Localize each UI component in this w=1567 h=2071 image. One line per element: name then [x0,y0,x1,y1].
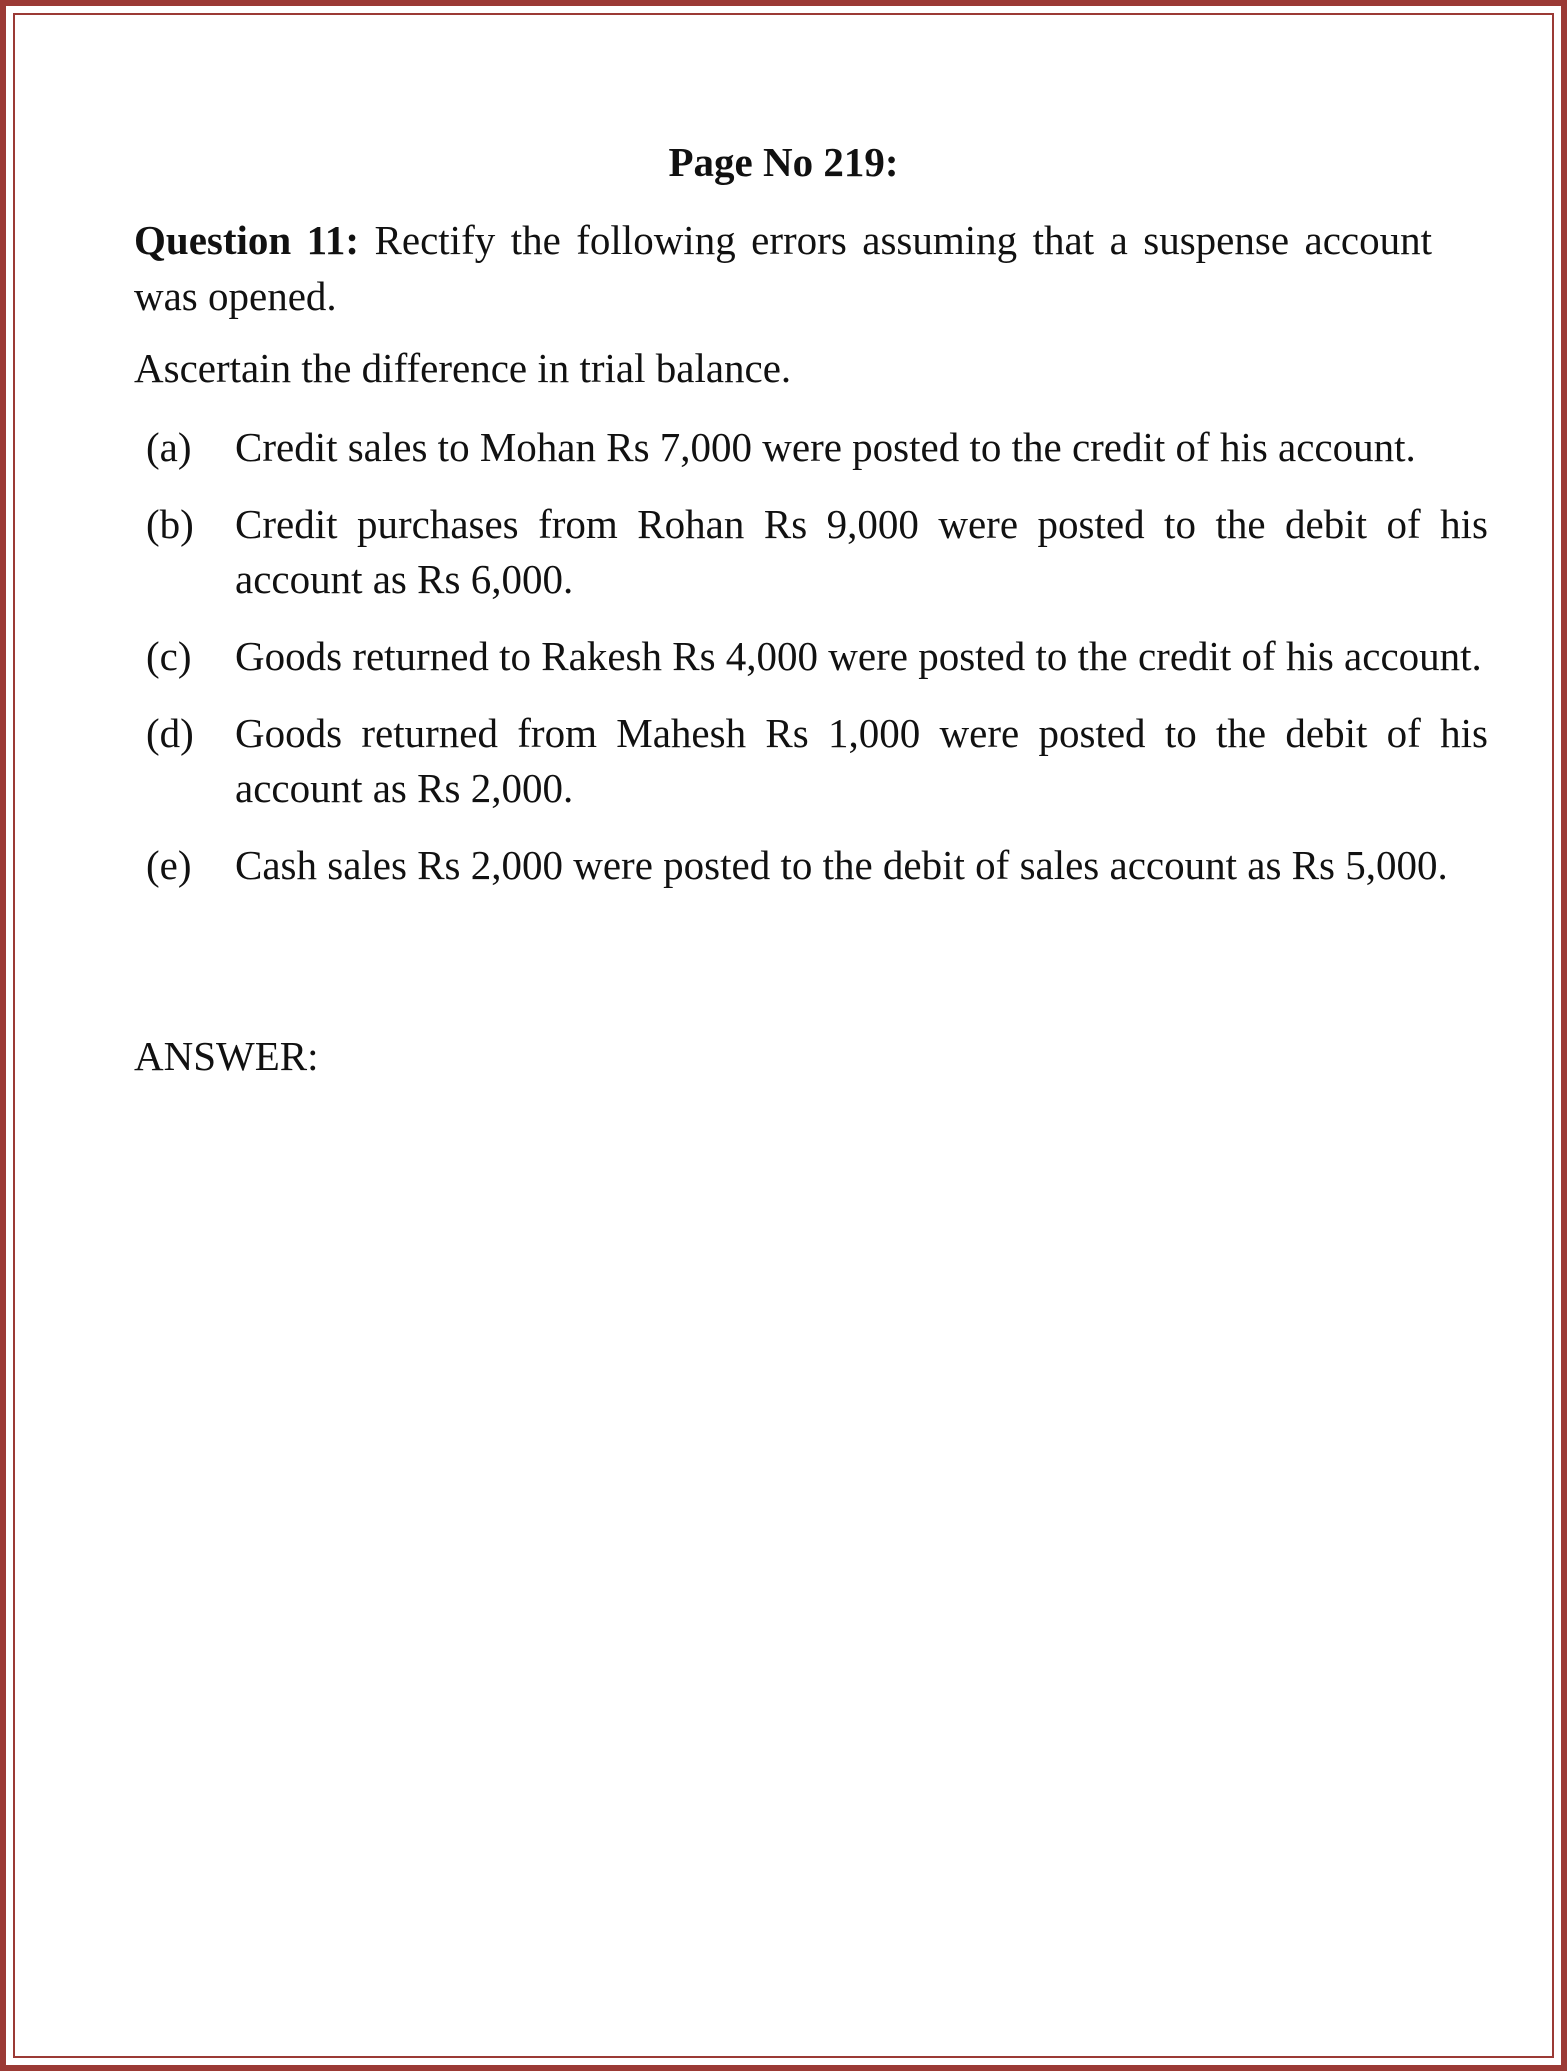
question-text: Rectify the following errors assuming that a suspense account was opened. [134,217,1432,319]
question-label: Question 11: [134,217,360,263]
error-text: Credit sales to Mohan Rs 7,000 were posted to the credit of his account. [235,424,1416,470]
instruction-text: Ascertain the difference in trial balance. [134,345,792,391]
error-marker: (e) [146,842,192,888]
error-marker: (d) [146,710,194,756]
error-item-b [146,497,1488,607]
error-marker: (c) [146,633,192,679]
error-text: Cash sales Rs 2,000 were posted to the debit of sales account as Rs 5,000. [235,842,1448,888]
error-list [146,420,1488,915]
error-text: Goods returned from Mahesh Rs 1,000 were posted to the debit of his account as Rs 2,000. [235,710,1488,811]
error-item-e [146,838,1488,893]
error-text: Credit purchases from Rohan Rs 9,000 were posted to the debit of his account as Rs 6,000. [235,501,1488,602]
error-item-d [146,706,1488,816]
page-heading: Page No 219: [668,139,899,185]
answer-label: ANSWER: [134,1033,319,1079]
error-marker: (a) [146,424,192,470]
question-paragraph [134,212,1432,324]
error-marker: (b) [146,501,194,547]
error-text: Goods returned to Rakesh Rs 4,000 were posted to the credit of his account. [235,633,1482,679]
error-item-c [146,629,1488,684]
error-item-a [146,420,1488,475]
